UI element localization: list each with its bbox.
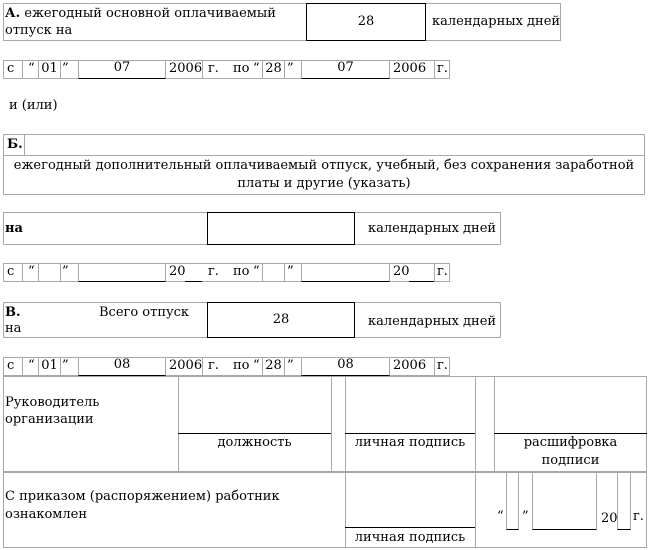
divider <box>178 376 179 472</box>
year-suffix: г. <box>437 61 448 76</box>
head-decoding-line[interactable] <box>494 433 647 434</box>
year-suffix: г. <box>437 358 448 373</box>
section-v-letter: В. <box>5 305 21 320</box>
to-month-field[interactable]: 07 <box>301 60 390 79</box>
quote-close: ” <box>62 61 69 76</box>
quote-open: “ <box>253 358 260 373</box>
divider <box>22 357 23 376</box>
quote-open: “ <box>253 61 260 76</box>
ack-year-field[interactable] <box>617 472 631 530</box>
date-to-prefix: по <box>233 358 250 373</box>
employee-label-line2: ознакомлен <box>5 507 88 522</box>
quote-close: ” <box>522 509 529 524</box>
to-day-field[interactable] <box>262 263 285 282</box>
from-year-field[interactable] <box>185 263 202 282</box>
quote-close: ” <box>62 358 69 373</box>
to-year-field[interactable]: 2006 <box>393 61 427 76</box>
section-v-days-label: календарных дней <box>368 314 497 329</box>
section-v-na: на <box>5 321 22 336</box>
decoding-caption-line2: подписи <box>541 453 600 468</box>
quote-open: “ <box>28 264 35 279</box>
employee-signature-caption: личная подпись <box>354 530 466 545</box>
year-suffix: г. <box>208 264 219 279</box>
section-b-na: на <box>5 221 23 236</box>
section-a-text-line1 <box>5 6 276 22</box>
divider <box>331 376 332 472</box>
divider <box>3 155 645 156</box>
to-month-field[interactable]: 08 <box>301 357 390 376</box>
position-line[interactable] <box>178 433 331 434</box>
from-day-field[interactable]: 01 <box>38 60 61 79</box>
to-year-field[interactable] <box>409 263 434 282</box>
head-signature-line[interactable] <box>345 433 475 434</box>
date-to-prefix: по <box>233 61 250 76</box>
quote-open: “ <box>28 358 35 373</box>
section-v-total-label: Всего отпуск <box>99 305 190 320</box>
quote-open: “ <box>497 509 504 524</box>
date-from-prefix: с <box>7 358 15 373</box>
quote-close: ” <box>287 61 294 76</box>
from-year-prefix: 20 <box>169 264 186 279</box>
from-month-field[interactable]: 08 <box>78 357 166 376</box>
section-v-days-value: 28 <box>272 312 290 327</box>
ack-month-field[interactable] <box>532 472 597 530</box>
from-year-field[interactable]: 2006 <box>169 358 203 373</box>
section-b-letter: Б. <box>7 137 23 152</box>
employee-signature-line[interactable] <box>345 527 475 528</box>
to-month-field[interactable] <box>301 263 390 282</box>
divider <box>24 134 25 155</box>
section-a-days-field[interactable] <box>306 3 426 41</box>
divider <box>22 263 23 282</box>
divider <box>434 357 435 376</box>
head-label-line1: Руководитель <box>5 395 100 410</box>
divider <box>202 60 203 79</box>
section-a-letter: А. <box>5 6 21 21</box>
from-day-field[interactable] <box>38 263 61 282</box>
quote-open: “ <box>28 61 35 76</box>
year-suffix: г. <box>208 358 219 373</box>
position-caption: должность <box>217 435 292 450</box>
year-suffix: г. <box>437 264 448 279</box>
to-year-field[interactable]: 2006 <box>393 358 427 373</box>
quote-close: ” <box>287 358 294 373</box>
section-a-days-value: 28 <box>357 14 375 29</box>
date-to-prefix: по <box>233 264 250 279</box>
to-day-field[interactable]: 28 <box>262 357 285 376</box>
section-b-days-label: календарных дней <box>368 221 497 236</box>
year-suffix: г. <box>208 61 219 76</box>
head-signature-caption: личная подпись <box>354 435 466 450</box>
divider <box>22 60 23 79</box>
divider <box>345 376 346 472</box>
employee-label-line1: С приказом (распоряжением) работник <box>5 489 280 504</box>
decoding-caption-line1: расшифровка <box>523 435 618 450</box>
from-month-field[interactable]: 07 <box>78 60 166 79</box>
divider <box>475 376 476 472</box>
year-suffix: г. <box>633 509 644 524</box>
or-text: и (или) <box>9 98 58 113</box>
date-from-prefix: с <box>7 264 15 279</box>
section-a-text-line2: отпуск на <box>5 23 73 38</box>
divider <box>434 263 435 282</box>
section-b-days-field[interactable] <box>207 212 355 245</box>
section-v-days-field[interactable] <box>207 302 355 338</box>
ack-day-field[interactable] <box>506 472 519 530</box>
section-a-days-label: календарных дней <box>432 14 561 29</box>
to-year-prefix: 20 <box>393 264 410 279</box>
divider <box>434 60 435 79</box>
to-day-field[interactable]: 28 <box>262 60 285 79</box>
date-from-prefix: с <box>7 61 15 76</box>
quote-close: ” <box>287 264 294 279</box>
from-year-field[interactable]: 2006 <box>169 61 203 76</box>
from-month-field[interactable] <box>78 263 166 282</box>
head-label-line2: организации <box>5 412 94 427</box>
quote-open: “ <box>253 264 260 279</box>
section-b-text-line2: платы и другие (указать) <box>237 176 411 191</box>
from-day-field[interactable]: 01 <box>38 357 61 376</box>
section-b-text-line1: ежегодный дополнительный оплачиваемый отпуск, учебный, без сохранения заработной <box>13 158 635 173</box>
section-a-title: ежегодный основной оплачиваемый <box>24 6 276 21</box>
divider <box>475 472 476 548</box>
divider <box>202 357 203 376</box>
quote-close: ” <box>62 264 69 279</box>
ack-year-prefix: 20 <box>601 511 618 526</box>
